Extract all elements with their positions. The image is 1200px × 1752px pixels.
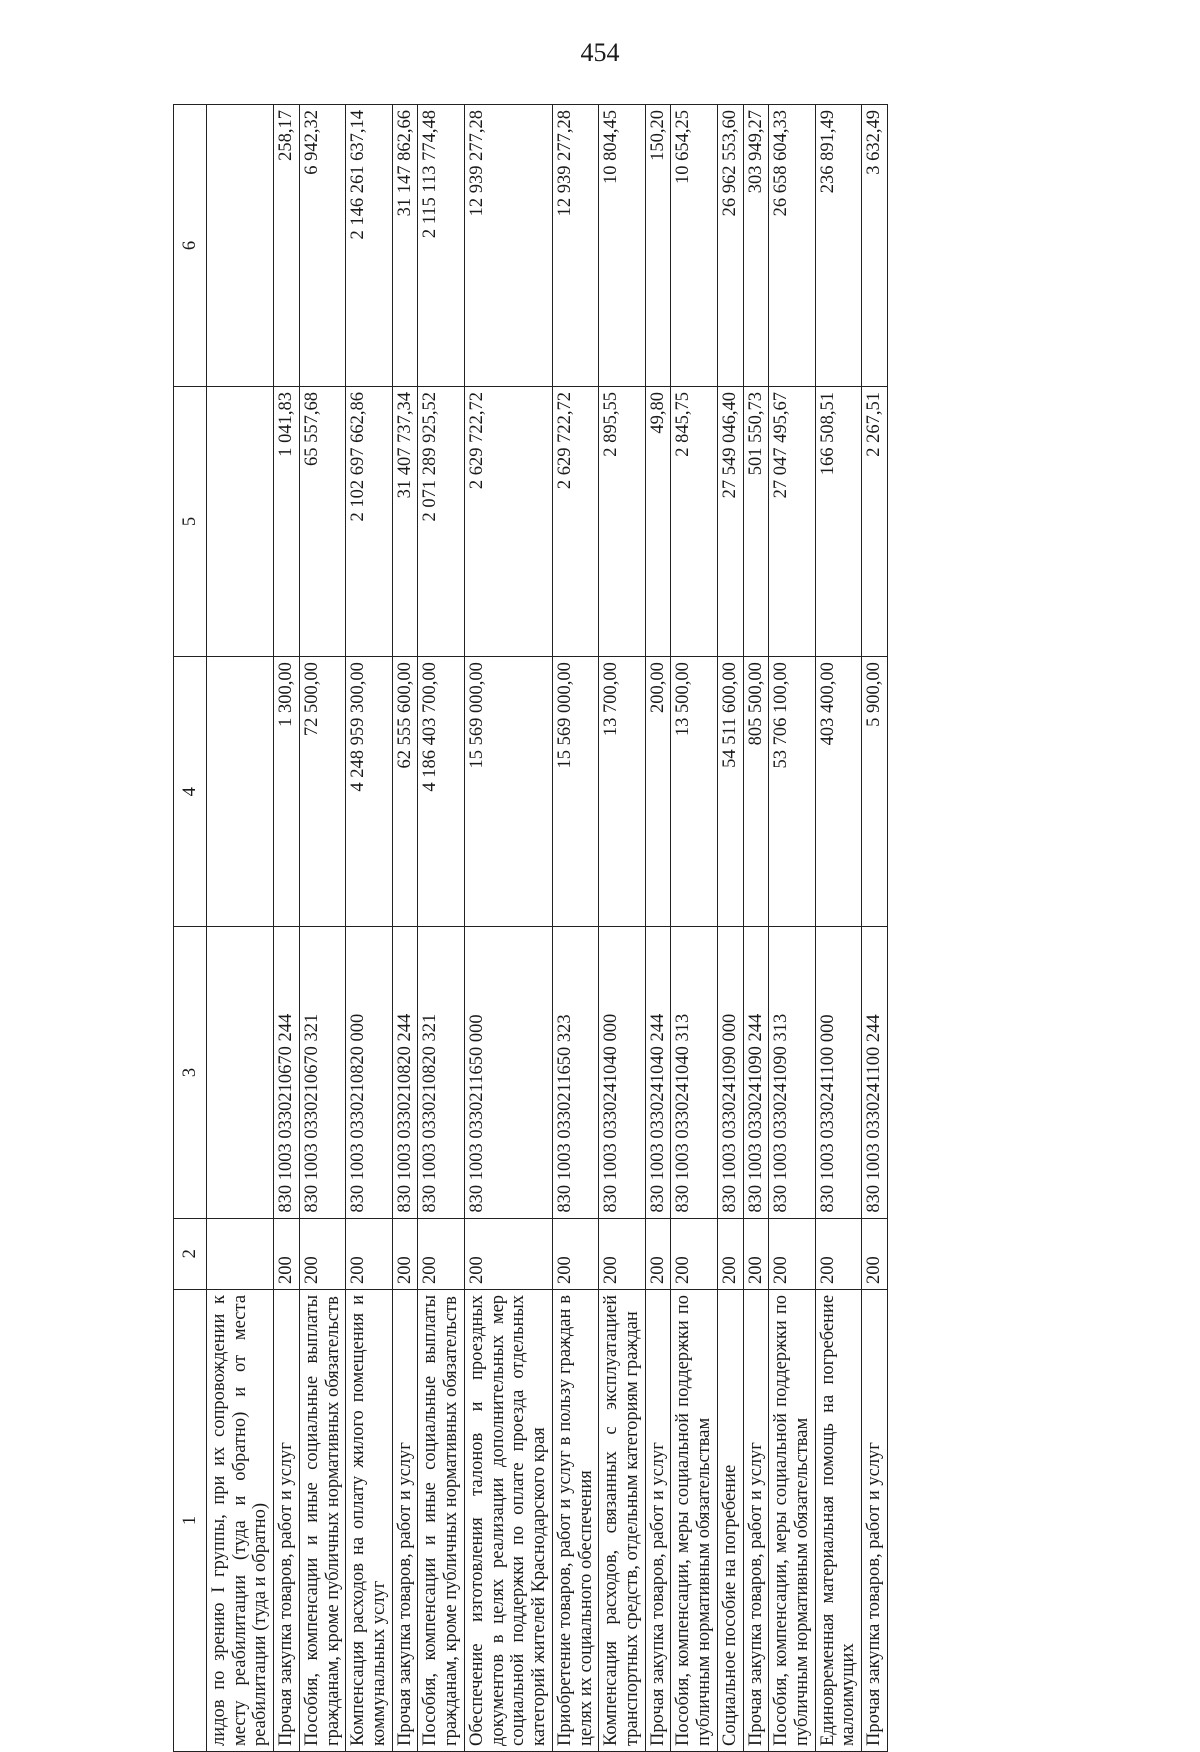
cell-fact: 2 267,51 [862,386,888,656]
cell-type: 200 [671,1218,717,1289]
cell-code: 830 1003 0330210670 321 [299,927,345,1218]
cell-fact: 27 047 495,67 [769,386,815,656]
cell-diff: 12 939 277,28 [552,105,598,387]
cell-type: 200 [274,1218,300,1289]
table-row [599,105,645,1752]
column-header-6: 6 [174,105,207,387]
cell-fact: 2 102 697 662,86 [346,386,392,656]
table-row [207,105,274,1752]
cell-diff: 12 939 277,28 [464,105,552,387]
cell-diff: 31 147 862,66 [392,105,418,387]
table-row [743,105,769,1752]
budget-table [173,104,888,1752]
cell-code: 830 1003 0330241090 000 [717,927,743,1218]
cell-code: 830 1003 0330210670 244 [274,927,300,1218]
cell-fact: 2 629 722,72 [552,386,598,656]
column-header-2: 2 [174,1218,207,1289]
cell-fact: 49,80 [645,386,671,656]
cell-code: 830 1003 0330211650 000 [464,927,552,1218]
cell-plan: 200,00 [645,657,671,927]
table-row [418,105,464,1752]
cell-code: 830 1003 0330241040 244 [645,927,671,1218]
cell-type: 200 [464,1218,552,1289]
cell-fact: 1 041,83 [274,386,300,656]
cell-name: Единовременная материальная помощь на погребение малоимущих [815,1289,861,1751]
cell-plan: 62 555 600,00 [392,657,418,927]
column-header-3: 3 [174,927,207,1218]
cell-diff: 2 115 113 774,48 [418,105,464,387]
cell-name: лидов по зрению I группы, при их сопровождении к месту реабилитации (туда и обратно) и от места реабилитации (туда и обратно) [207,1289,274,1751]
cell-type: 200 [346,1218,392,1289]
cell-code: 830 1003 0330241100 244 [862,927,888,1218]
cell-plan: 4 248 959 300,00 [346,657,392,927]
cell-name: Пособия, компенсации и иные социальные выплаты гражданам, кроме публичных нормативных обязательств [299,1289,345,1751]
cell-diff: 6 942,32 [299,105,345,387]
cell-name: Пособия, компенсации и иные социальные выплаты гражданам, кроме публичных нормативных обязательств [418,1289,464,1751]
cell-plan: 13 700,00 [599,657,645,927]
table-row [645,105,671,1752]
cell-plan: 53 706 100,00 [769,657,815,927]
cell-type: 200 [599,1218,645,1289]
cell-diff: 303 949,27 [743,105,769,387]
cell-code: 830 1003 0330241090 244 [743,927,769,1218]
cell-diff: 2 146 261 637,14 [346,105,392,387]
cell-diff: 258,17 [274,105,300,387]
cell-plan: 72 500,00 [299,657,345,927]
cell-code [207,927,274,1218]
cell-plan: 1 300,00 [274,657,300,927]
cell-code: 830 1003 0330241100 000 [815,927,861,1218]
column-header-5: 5 [174,386,207,656]
cell-code: 830 1003 0330241090 313 [769,927,815,1218]
cell-name: Прочая закупка товаров, работ и услуг [645,1289,671,1751]
cell-name: Приобретение товаров, работ и услуг в пользу граждан в целях их социального обеспечения [552,1289,598,1751]
cell-type: 200 [418,1218,464,1289]
cell-fact: 2 845,75 [671,386,717,656]
cell-plan: 13 500,00 [671,657,717,927]
table-body [207,105,888,1752]
cell-type: 200 [769,1218,815,1289]
cell-diff: 26 658 604,33 [769,105,815,387]
cell-fact: 2 629 722,72 [464,386,552,656]
cell-fact: 166 508,51 [815,386,861,656]
cell-plan: 15 569 000,00 [464,657,552,927]
cell-plan: 5 900,00 [862,657,888,927]
cell-diff: 10 654,25 [671,105,717,387]
cell-type: 200 [862,1218,888,1289]
cell-name: Пособия, компенсации, меры социальной поддержки по публичным нормативным обязательствам [769,1289,815,1751]
table-row [464,105,552,1752]
cell-type: 200 [815,1218,861,1289]
cell-name: Прочая закупка товаров, работ и услуг [862,1289,888,1751]
cell-type: 200 [645,1218,671,1289]
cell-code: 830 1003 0330211650 323 [552,927,598,1218]
cell-name: Прочая закупка товаров, работ и услуг [392,1289,418,1751]
cell-type: 200 [717,1218,743,1289]
cell-code: 830 1003 0330210820 000 [346,927,392,1218]
cell-code: 830 1003 0330210820 244 [392,927,418,1218]
table-row [392,105,418,1752]
cell-name: Прочая закупка товаров, работ и услуг [743,1289,769,1751]
cell-name: Компенсация расходов на оплату жилого помещения и коммунальных услуг [346,1289,392,1751]
cell-code: 830 1003 0330210820 321 [418,927,464,1218]
cell-fact: 2 895,55 [599,386,645,656]
cell-plan [207,657,274,927]
cell-plan: 403 400,00 [815,657,861,927]
cell-code: 830 1003 0330241040 313 [671,927,717,1218]
cell-diff: 236 891,49 [815,105,861,387]
table-row [346,105,392,1752]
cell-diff: 10 804,45 [599,105,645,387]
cell-diff: 150,20 [645,105,671,387]
cell-plan: 15 569 000,00 [552,657,598,927]
cell-name: Социальное пособие на погребение [717,1289,743,1751]
cell-diff: 3 632,49 [862,105,888,387]
table-row [769,105,815,1752]
table-row [815,105,861,1752]
cell-type: 200 [392,1218,418,1289]
table-row [862,105,888,1752]
cell-diff [207,105,274,387]
table-row [552,105,598,1752]
table-header-row [174,105,207,1752]
cell-fact: 2 071 289 925,52 [418,386,464,656]
page-number: 454 [580,38,620,67]
column-header-1: 1 [174,1289,207,1751]
cell-fact: 31 407 737,34 [392,386,418,656]
cell-name: Компенсация расходов, связанных с эксплуатацией транспортных средств, отдельным категориям граждан [599,1289,645,1751]
cell-fact: 65 557,68 [299,386,345,656]
cell-plan: 4 186 403 700,00 [418,657,464,927]
cell-type: 200 [552,1218,598,1289]
column-header-4: 4 [174,657,207,927]
table-row [299,105,345,1752]
cell-diff: 26 962 553,60 [717,105,743,387]
cell-type [207,1218,274,1289]
cell-fact: 501 550,73 [743,386,769,656]
table-row [274,105,300,1752]
cell-name: Обеспечение изготовления талонов и проездных документов в целях реализации дополнительных мер социальной поддержки по оплате проезда отдельных категорий жителей Краснодарского края [464,1289,552,1751]
rotated-table-container [173,92,1043,1752]
table-row [717,105,743,1752]
cell-name: Прочая закупка товаров, работ и услуг [274,1289,300,1751]
cell-plan: 54 511 600,00 [717,657,743,927]
cell-name: Пособия, компенсации, меры социальной поддержки по публичным нормативным обязательствам [671,1289,717,1751]
cell-code: 830 1003 0330241040 000 [599,927,645,1218]
cell-plan: 805 500,00 [743,657,769,927]
cell-fact: 27 549 046,40 [717,386,743,656]
table-row [671,105,717,1752]
cell-type: 200 [743,1218,769,1289]
cell-type: 200 [299,1218,345,1289]
cell-fact [207,386,274,656]
